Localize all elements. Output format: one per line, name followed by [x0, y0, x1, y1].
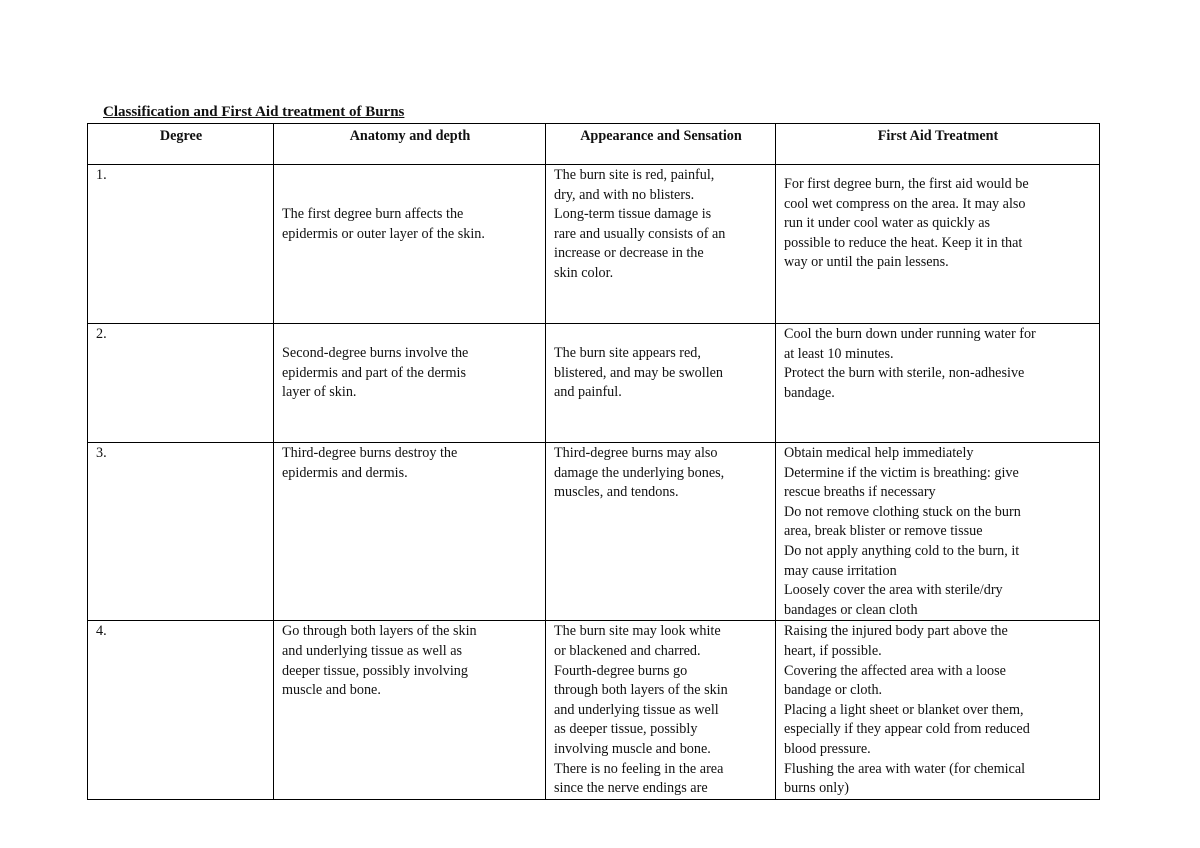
degree-value: 1. — [96, 167, 107, 183]
cell-line: way or until the pain lessens. — [784, 254, 949, 271]
cell-line: dry, and with no blisters. — [554, 186, 695, 203]
cell-line: and underlying tissue as well — [554, 701, 719, 718]
degree-cell — [88, 621, 274, 799]
degree-cell — [88, 324, 274, 443]
cell-line: may cause irritation — [784, 562, 897, 579]
cell-line: cool wet compress on the area. It may also — [784, 195, 1026, 212]
header-first-aid-treatment: First Aid Treatment — [776, 124, 1100, 165]
cell-line: rare and usually consists of an — [554, 225, 726, 242]
degree-cell — [88, 165, 274, 324]
cell-line: Cool the burn down under running water for — [784, 326, 1036, 342]
cell-line: blistered, and may be swollen — [554, 364, 724, 381]
cell-line: Do not remove clothing stuck on the burn — [784, 503, 1021, 520]
header-degree: Degree — [88, 124, 274, 165]
cell-line: since the nerve endings are — [554, 780, 708, 797]
cell-line: burns only) — [784, 780, 850, 797]
cell-line: The burn site may look white — [554, 623, 721, 640]
table-row — [88, 165, 1100, 324]
cell-line: Determine if the victim is breathing: give — [784, 464, 1019, 481]
cell-line: Go through both layers of the skin — [282, 623, 477, 640]
table-row — [88, 621, 1100, 799]
treatment-cell — [776, 165, 1100, 324]
cell-line: or blackened and charred. — [554, 642, 701, 659]
cell-line: bandage or cloth. — [784, 682, 883, 699]
anatomy-cell — [274, 165, 546, 324]
cell-line: damage the underlying bones, — [554, 464, 725, 481]
cell-line: bandages or clean cloth — [784, 601, 918, 618]
degree-value: 3. — [96, 445, 107, 461]
cell-line: Long-term tissue damage is — [554, 206, 712, 223]
cell-line: Flushing the area with water (for chemical — [784, 760, 1026, 777]
burns-classification-table — [87, 123, 1100, 800]
cell-line: Covering the affected area with a loose — [784, 662, 1006, 679]
header-appearance-sensation: Appearance and Sensation — [546, 124, 776, 165]
cell-line: The burn site is red, painful, — [554, 167, 715, 183]
anatomy-cell — [274, 443, 546, 621]
cell-line: Fourth-degree burns go — [554, 662, 688, 679]
cell-line: at least 10 minutes. — [784, 345, 894, 362]
cell-line: Loosely cover the area with sterile/dry — [784, 582, 1003, 599]
cell-line: muscle and bone. — [282, 682, 381, 699]
cell-line: possible to reduce the heat. Keep it in that — [784, 234, 1023, 251]
cell-line: run it under cool water as quickly as — [784, 215, 991, 232]
cell-line: epidermis and part of the dermis — [282, 364, 466, 381]
treatment-cell — [776, 324, 1100, 443]
cell-line: layer of skin. — [282, 384, 357, 401]
degree-cell — [88, 443, 274, 621]
cell-line: Third-degree burns destroy the — [282, 445, 458, 461]
cell-line: increase or decrease in the — [554, 245, 704, 262]
cell-line: The first degree burn affects the — [282, 206, 464, 222]
cell-line: and painful. — [554, 384, 622, 401]
anatomy-cell — [274, 324, 546, 443]
cell-line: Placing a light sheet or blanket over them, — [784, 701, 1024, 718]
table-row — [88, 443, 1100, 621]
cell-line: skin color. — [554, 264, 614, 281]
cell-line: as deeper tissue, possibly — [554, 721, 698, 738]
cell-line: Obtain medical help immediately — [784, 445, 974, 461]
cell-line: Third-degree burns may also — [554, 445, 718, 461]
appearance-cell — [546, 324, 776, 443]
appearance-cell — [546, 165, 776, 324]
treatment-cell — [776, 621, 1100, 799]
cell-line: epidermis or outer layer of the skin. — [282, 225, 485, 242]
cell-line: Second-degree burns involve the — [282, 345, 469, 361]
appearance-cell — [546, 621, 776, 799]
table-row — [88, 324, 1100, 443]
cell-line: blood pressure. — [784, 740, 871, 757]
cell-line: area, break blister or remove tissue — [784, 523, 983, 540]
table-header-row — [88, 124, 1100, 165]
cell-line: There is no feeling in the area — [554, 760, 724, 777]
cell-line: epidermis and dermis. — [282, 464, 408, 481]
cell-line: through both layers of the skin — [554, 682, 728, 699]
cell-line: especially if they appear cold from reduced — [784, 721, 1030, 738]
cell-line: and underlying tissue as well as — [282, 642, 463, 659]
cell-line: The burn site appears red, — [554, 345, 701, 361]
degree-value: 2. — [96, 326, 107, 342]
document-title: Classification and First Aid treatment of Burns — [103, 104, 405, 120]
cell-line: For first degree burn, the first aid would be — [784, 176, 1029, 192]
cell-line: Raising the injured body part above the — [784, 623, 1008, 640]
appearance-cell — [546, 443, 776, 621]
cell-line: Do not apply anything cold to the burn, it — [784, 542, 1020, 559]
header-anatomy-depth: Anatomy and depth — [274, 124, 546, 165]
cell-line: bandage. — [784, 384, 835, 401]
cell-line: Protect the burn with sterile, non-adhesive — [784, 365, 1025, 382]
degree-value: 4. — [96, 623, 107, 640]
anatomy-cell — [274, 621, 546, 799]
cell-line: heart, if possible. — [784, 642, 882, 659]
cell-line: deeper tissue, possibly involving — [282, 662, 468, 679]
cell-line: rescue breaths if necessary — [784, 484, 936, 501]
cell-line: muscles, and tendons. — [554, 484, 679, 501]
treatment-cell — [776, 443, 1100, 621]
cell-line: involving muscle and bone. — [554, 740, 711, 757]
